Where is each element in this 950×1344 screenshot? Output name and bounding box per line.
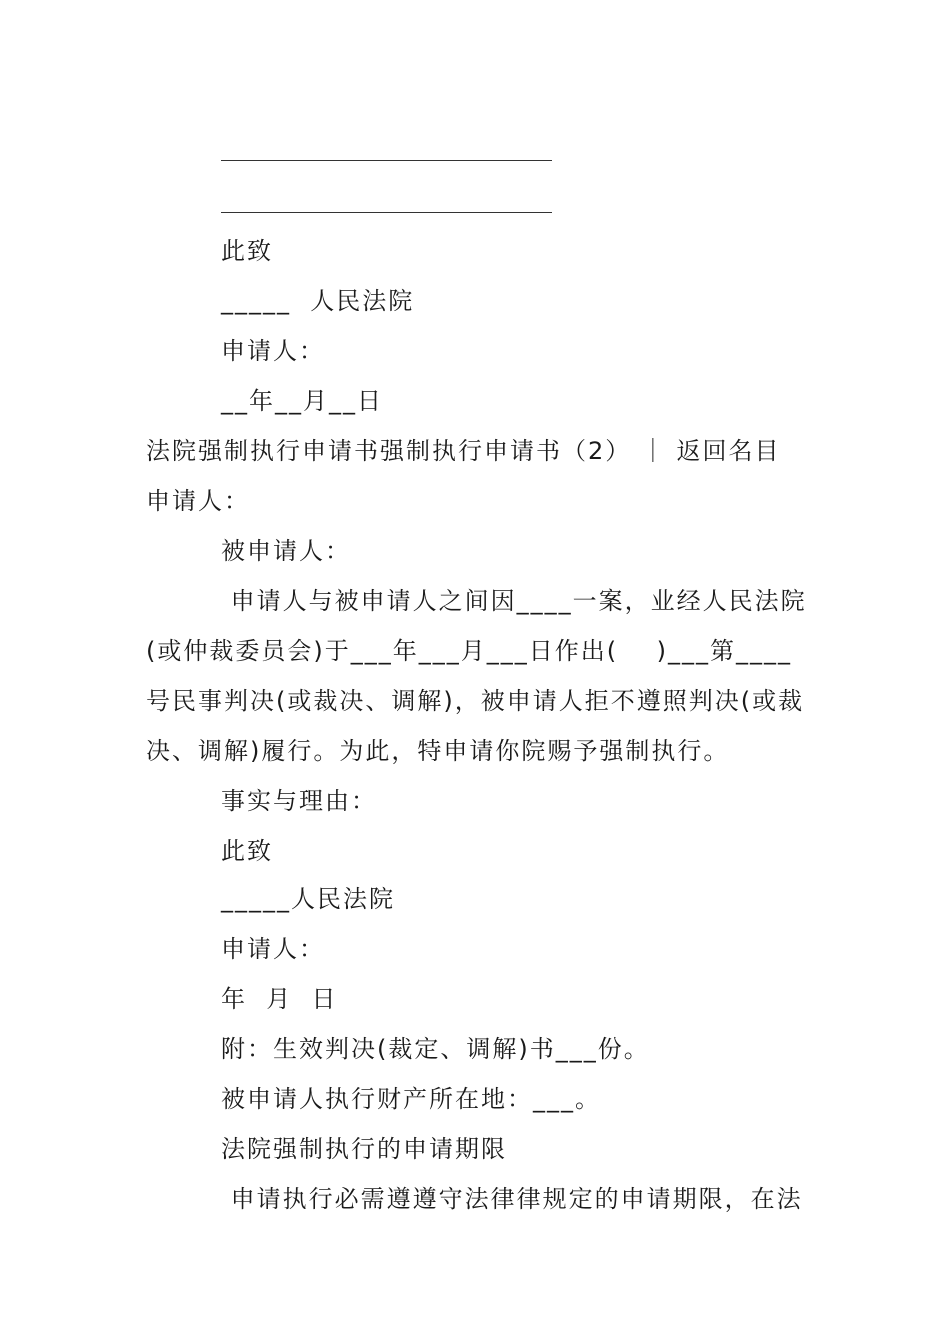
court-name-line-2: _____人民法院 (221, 885, 395, 913)
date-line: __年__月__日 (221, 387, 383, 415)
applicant-label-2: 申请人： (146, 487, 250, 515)
section-title-deadline: 法院强制执行的申请期限 (221, 1135, 507, 1163)
property-location-line: 被申请人执行财产所在地：___。 (221, 1085, 601, 1113)
salutation-cizhi-2: 此致 (221, 837, 273, 865)
deadline-paragraph-line-1: 申请执行必需遵遵守法律律规定的申请期限，在法 (221, 1185, 803, 1213)
applicant-label: 申请人： (221, 337, 325, 365)
blank-underline-2 (221, 212, 552, 213)
section-heading-link[interactable]: 法院强制执行申请书强制执行申请书（2） ｜ 返回名目 (146, 437, 781, 465)
body-paragraph-line-1: 申请人与被申请人之间因____一案，业经人民法院 (221, 587, 807, 615)
body-paragraph-line-4: 决、调解)履行。为此，特申请你院赐予强制执行。 (146, 737, 730, 765)
salutation-cizhi: 此致 (221, 237, 273, 265)
body-paragraph-line-2: (或仲裁委员会)于___年___月___日作出( )___第____ (146, 637, 792, 665)
court-name-line: _____ 人民法院 (221, 287, 415, 315)
facts-reasons-label: 事实与理由： (221, 787, 377, 815)
blank-underline-1 (221, 160, 552, 161)
respondent-label: 被申请人： (221, 537, 351, 565)
attachment-line: 附：生效判决(裁定、调解)书___份。 (221, 1035, 650, 1063)
applicant-label-3: 申请人： (221, 935, 325, 963)
date-line-2: 年 月 日 (221, 985, 338, 1013)
body-paragraph-line-3: 号民事判决(或裁决、调解)，被申请人拒不遵照判决(或裁 (146, 687, 805, 715)
